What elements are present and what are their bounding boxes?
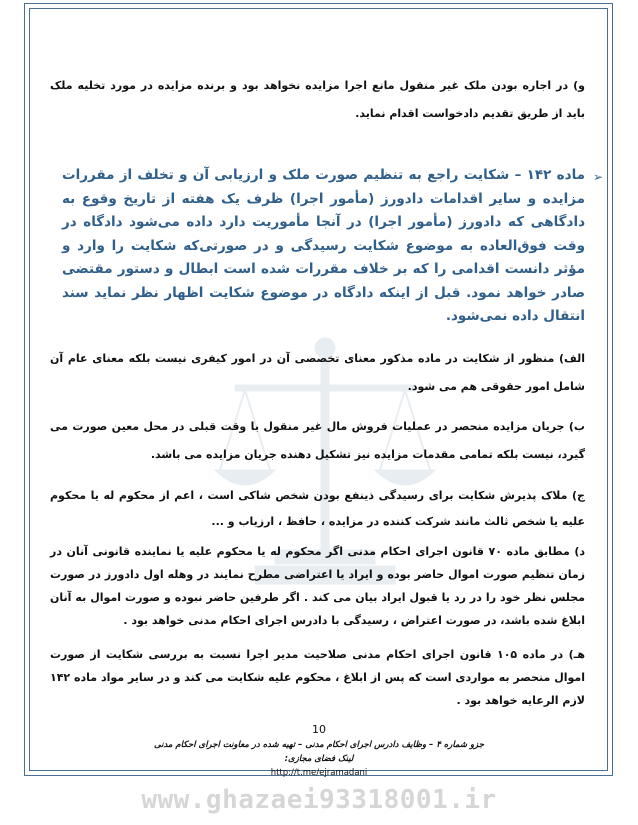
paragraph-jim-text: ملاک پذیرش شکایت برای رسیدگی ذینفع بودن شخص شاکی است ، اعم از محکوم له یا محکوم علیه یا شخص ثالث مانند شرکت کننده در مزایده ، حافظ ، ارزیاب و ... [50,489,585,528]
article-142 [62,164,603,329]
paragraph-jim [50,483,585,535]
paragraph-jim-lead: ج) [572,489,585,502]
footer-title: جزو شماره ۴ – وظایف دادرس اجرای احکام مدنی – تهیه شده در معاونت اجرای احکام مدنی [154,740,484,750]
paragraph-alef-lead: الف) [558,352,585,365]
paragraph-he [50,643,585,712]
footer-link-label: لینک فضای مجازی: [284,754,354,764]
paragraph-dal-text: مطابق ماده ۷۰ قانون اجرای احکام مدنی اگر محکوم له یا محکوم علیه یا نماینده قانونی آنان در زمان تنظیم صورت اموال حاضر بوده و ایراد یا اعتراضی مطرح نمایند در وهله اول دادورز در صورت مجلس نظر خود را در رد یا قبول ایراد بیان می کند . اگر طرفین حاضر نبوده و صورت اموال به آنان ابلاغ شده باشد، در صورت اعتراض ، رسیدگی با دادرس اجرای احکام مدنی خواهد بود . [50,545,585,627]
paragraph-dal [50,540,585,632]
checkmark-bullet-icon: ➢ [592,170,603,184]
paragraph-alef [50,345,585,401]
website-watermark: www.ghazaei93318001.ir [141,785,497,815]
paragraph-be-text: جریان مزایده منحصر در عملیات فروش مال غیر منقول با وقت قبلی در محل معین صورت می گیرد، نیست بلکه تمامی مقدمات مزایده نیز تشکیل دهنده جریان مزایده می باشد. [50,420,585,461]
paragraph-alef-text: منظور از شکایت در ماده مذکور معنای تخصصی آن در امور کیفری نیست بلکه معنای عام آن شامل امور حقوقی هم می شود. [50,352,585,393]
footer-link[interactable]: http://t.me/ejramadani [270,768,368,778]
paragraph-be-lead: ب) [568,420,585,433]
paragraph-be [50,413,585,469]
paragraph-vav: و) در اجاره بودن ملک غیر منقول مانع اجرا مزایده نخواهد بود و برنده مزایده در مورد تخلیه ملک باید از طریق تقدیم دادخواست اقدام نماید. [50,79,585,120]
page-number: 10 [312,723,326,736]
article-142-text: ماده ۱۴۲ – شکایت راجع به تنظیم صورت ملک و ارزیابی آن و تخلف از مقررات مزایده و سایر اقدامات دادورز (مأمور اجرا) ظرف یک هفته از تاریخ وقوع به دادگاهی که دادورز (مأمور اجرا) در آنجا مأموریت دارد داده می‌شود دادگاه در وقت فوق‌العاده به موضوع شکایت رسیدگی و در صورتی‌که شکایت را وارد و مؤثر دانست اقدامی را که بر خلاف مقررات شده است ابطال و دستور مقتضی صادر خواهد نمود. قبل از اینکه دادگاه در موضوع شکایت اظهار نظر نماید سند انتقال داده نمی‌شود. [62,167,585,324]
paragraph-dal-lead: د) [574,545,585,558]
paragraph-he-lead: هـ) [568,648,586,661]
paragraph-he-text: در ماده ۱۰۵ قانون اجرای احکام مدنی صلاحیت مدیر اجرا نسبت به بررسی شکایت از صورت اموال منحصر به مواردی است که پس از ابلاغ ، محکوم علیه شکایت می کند و در سایر مواد ماده ۱۴۲ لازم الرعایه خواهد بود . [50,648,585,707]
